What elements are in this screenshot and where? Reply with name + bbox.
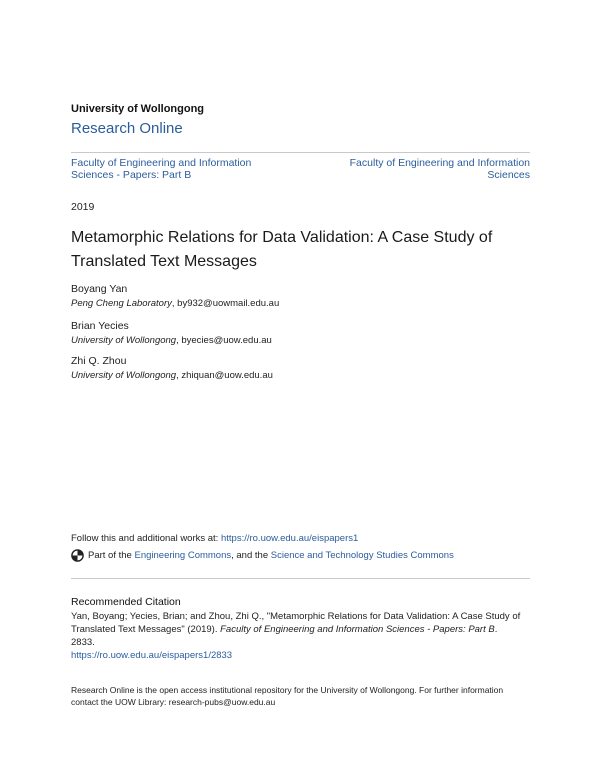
- author-email: by932@uowmail.edu.au: [177, 298, 280, 309]
- author-block: [71, 355, 273, 381]
- author-email: byecies@uow.edu.au: [181, 335, 272, 346]
- part-of-middle: , and the: [231, 550, 269, 561]
- open-access-icon: [71, 549, 84, 562]
- citation-text: Yan, Boyang; Yecies, Brian; and Zhou, Zhi Q., "Metamorphic Relations for Data Validation: A Case Study of Translated Text Messages" (2019).: [71, 611, 521, 635]
- affiliation-name: University of Wollongong: [71, 335, 177, 346]
- divider: [71, 152, 530, 153]
- citation-period: .: [494, 624, 498, 635]
- affiliation-name: Peng Cheng Laboratory: [71, 298, 172, 309]
- divider: [71, 578, 530, 579]
- collection-link-part-b[interactable]: Faculty of Engineering and Information Sciences - Papers: Part B: [71, 157, 252, 181]
- publication-year: 2019: [71, 201, 95, 213]
- follow-line: [71, 533, 358, 544]
- author-affiliation: University of Wollongong, byecies@uow.edu.au: [71, 335, 272, 346]
- citation-heading: Recommended Citation: [71, 596, 181, 608]
- affiliation-name: University of Wollongong: [71, 370, 177, 381]
- citation-journal: Faculty of Engineering and Information Sciences - Papers: Part B: [220, 624, 495, 635]
- citation-body: [71, 610, 531, 662]
- collection-link-faculty[interactable]: Faculty of Engineering and Information Sciences: [349, 157, 530, 181]
- part-of-line: [71, 549, 454, 562]
- engineering-commons-link[interactable]: Engineering Commons: [134, 550, 232, 561]
- citation-number: 2833.: [71, 637, 95, 648]
- institution-name: University of Wollongong: [71, 103, 205, 115]
- author-affiliation: Peng Cheng Laboratory, by932@uowmail.edu.au: [71, 298, 280, 309]
- follow-text: Follow this and additional works at:: [71, 533, 219, 544]
- author-name: Brian Yecies: [71, 320, 129, 332]
- follow-link[interactable]: https://ro.uow.edu.au/eispapers1: [220, 533, 359, 544]
- author-name: Boyang Yan: [71, 283, 128, 295]
- citation-link[interactable]: https://ro.uow.edu.au/eispapers1/2833: [71, 650, 233, 661]
- paper-title: Metamorphic Relations for Data Validation: A Case Study of Translated Text Messages: [71, 229, 493, 270]
- author-name: Zhi Q. Zhou: [71, 355, 127, 367]
- repository-link[interactable]: Research Online: [71, 120, 183, 137]
- sts-commons-link[interactable]: Science and Technology Studies Commons: [270, 550, 454, 561]
- author-affiliation: University of Wollongong, zhiquan@uow.edu.au: [71, 370, 273, 381]
- author-block: [71, 283, 279, 309]
- part-of-prefix: Part of the: [88, 550, 132, 561]
- author-email: zhiquan@uow.edu.au: [181, 370, 273, 381]
- footer-text: Research Online is the open access institutional repository for the University of Wollongong. For further information contact the UOW Library: research-pubs@uow.edu.au: [71, 685, 504, 707]
- author-block: [71, 320, 272, 346]
